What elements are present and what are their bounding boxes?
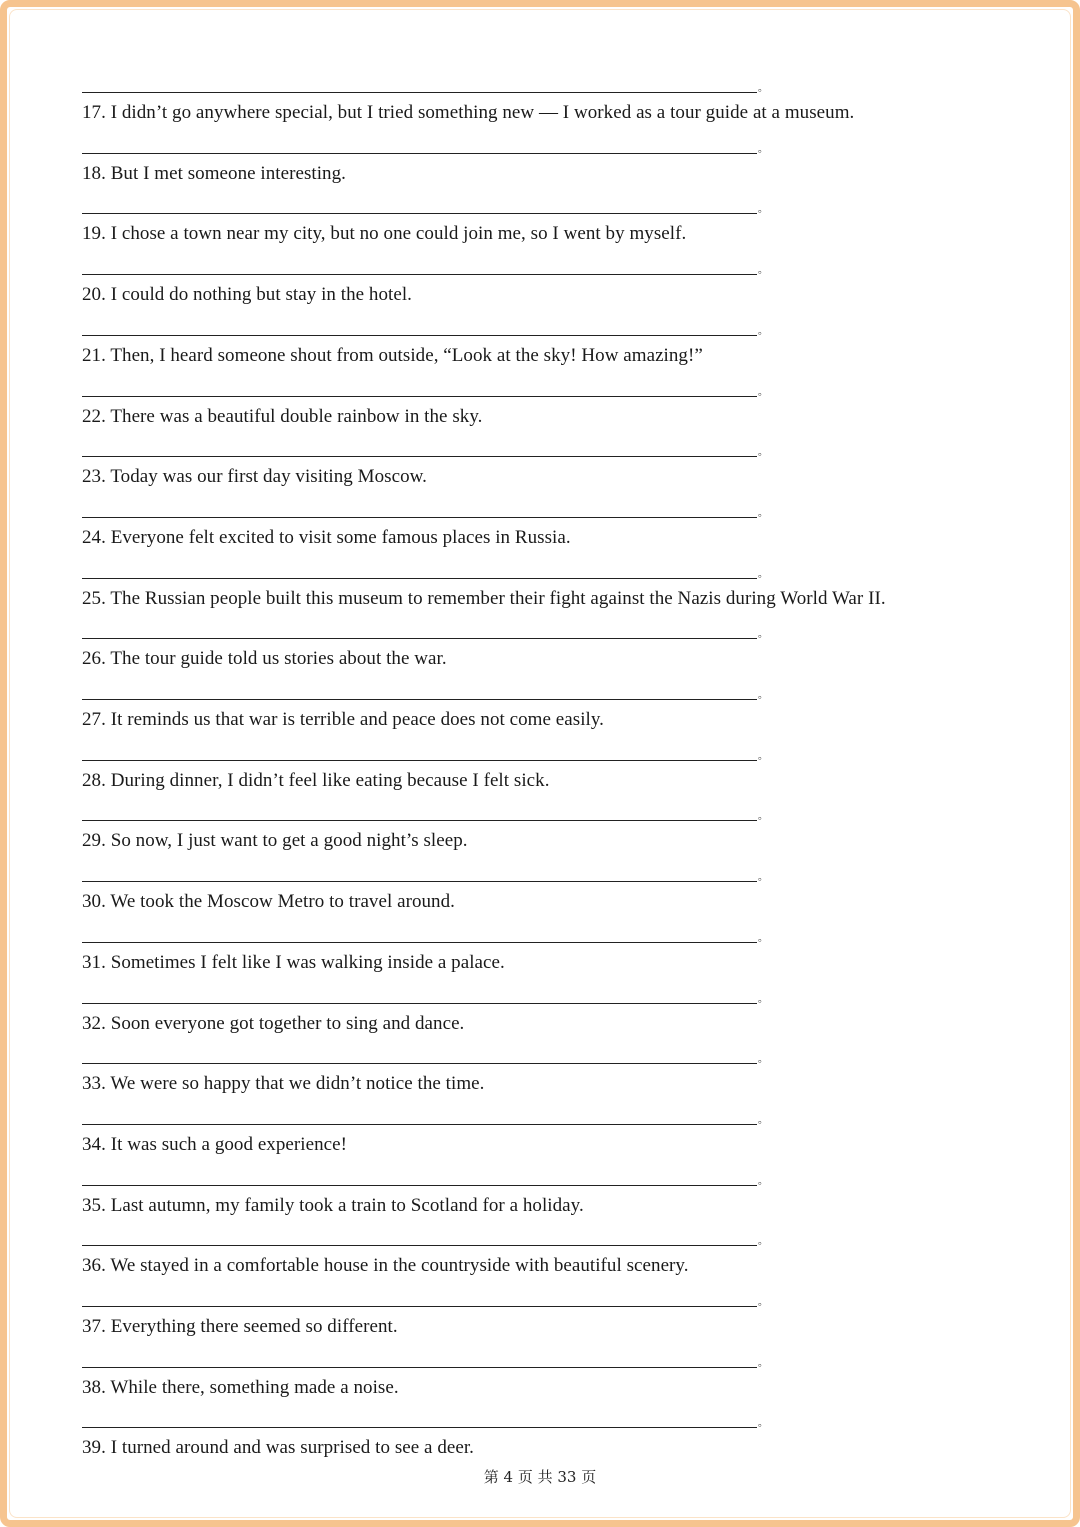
answer-end-mark: 。 — [758, 568, 768, 580]
sentence-item: 32. Soon everyone got together to sing and dance. — [82, 1012, 465, 1034]
answer-line[interactable] — [82, 1367, 757, 1368]
answer-line[interactable] — [82, 335, 757, 336]
sentence-item: 19. I chose a town near my city, but no one could join me, so I went by myself. — [82, 223, 687, 245]
sentence-item: 37. Everything there seemed so different. — [82, 1316, 398, 1337]
answer-end-mark: 。 — [758, 811, 768, 823]
answer-end-mark: 。 — [758, 1297, 768, 1308]
answer-end-mark: 。 — [758, 1175, 768, 1187]
answer-end-mark: 。 — [758, 386, 768, 398]
answer-line[interactable] — [82, 1124, 757, 1125]
answer-line[interactable] — [82, 153, 757, 154]
answer-end-mark: 。 — [758, 265, 768, 277]
sentence-item: 38. While there, something made a noise. — [82, 1376, 399, 1398]
answer-end-mark: 。 — [758, 629, 768, 641]
sentence-item: 24. Everyone felt excited to visit some famous places in Russia. — [82, 526, 571, 548]
sentence-item: 27. It reminds us that war is terrible and peace does not come easily. — [82, 709, 604, 730]
answer-line[interactable] — [82, 1245, 757, 1246]
sentence-item: 35. Last autumn, my family took a train to Scotland for a holiday. — [82, 1194, 584, 1216]
answer-line[interactable] — [82, 1063, 757, 1064]
answer-line[interactable] — [82, 274, 757, 275]
answer-end-mark: 。 — [758, 325, 768, 337]
sentence-item: 18. But I met someone interesting. — [82, 162, 346, 184]
answer-end-mark: 。 — [758, 690, 768, 701]
answer-end-mark: 。 — [758, 1114, 768, 1126]
answer-end-mark: 。 — [758, 1418, 768, 1430]
answer-line[interactable] — [82, 760, 757, 761]
answer-end-mark: 。 — [758, 872, 768, 884]
answer-line[interactable] — [82, 699, 757, 700]
answer-line[interactable] — [82, 1427, 757, 1428]
answer-end-mark: 。 — [758, 204, 768, 216]
answer-end-mark: 。 — [758, 1236, 768, 1248]
answer-line[interactable] — [82, 213, 757, 214]
answer-line[interactable] — [82, 92, 757, 93]
answer-end-mark: 。 — [758, 83, 768, 94]
sentence-item: 22. There was a beautiful double rainbow in the sky. — [82, 405, 483, 427]
answer-line[interactable] — [82, 456, 757, 457]
sentence-item: 29. So now, I just want to get a good night’s sleep. — [82, 830, 468, 852]
answer-line[interactable] — [82, 1306, 757, 1307]
sentence-item: 34. It was such a good experience! — [82, 1133, 347, 1155]
sentence-item: 28. During dinner, I didn’t feel like eating because I felt sick. — [82, 769, 550, 791]
sentence-item: 39. I turned around and was surprised to see a deer. — [82, 1437, 474, 1459]
sentence-item: 20. I could do nothing but stay in the hotel. — [82, 284, 412, 306]
answer-line[interactable] — [82, 881, 757, 882]
answer-end-mark: 。 — [758, 507, 768, 519]
sentence-item: 31. Sometimes I felt like I was walking inside a palace. — [82, 951, 505, 973]
answer-line[interactable] — [82, 638, 757, 639]
sentence-item: 26. The tour guide told us stories about the war. — [82, 648, 447, 670]
page-footer: 第 4 页 共 33 页 — [483, 1468, 597, 1486]
answer-line[interactable] — [82, 820, 757, 821]
sentence-item: 33. We were so happy that we didn’t notice the time. — [82, 1073, 485, 1095]
answer-line[interactable] — [82, 942, 757, 943]
answer-line[interactable] — [82, 578, 757, 579]
answer-end-mark: 。 — [758, 1357, 768, 1369]
sentence-item: 36. We stayed in a comfortable house in the countryside with beautiful scenery. — [82, 1255, 689, 1277]
sentence-item: 23. Today was our first day visiting Moscow. — [82, 466, 427, 488]
sentence-item: 21. Then, I heard someone shout from outside, “Look at the sky! How amazing!” — [82, 344, 703, 366]
answer-end-mark: 。 — [758, 993, 768, 1005]
answer-line[interactable] — [82, 1003, 757, 1004]
answer-line[interactable] — [82, 1185, 757, 1186]
answer-end-mark: 。 — [758, 750, 768, 762]
answer-line[interactable] — [82, 517, 757, 518]
sentence-item: 17. I didn’t go anywhere special, but I tried something new — I worked as a tour guide at a museum. — [82, 102, 855, 123]
sentence-item: 30. We took the Moscow Metro to travel around. — [82, 891, 455, 913]
answer-end-mark: 。 — [758, 143, 768, 155]
sentence-item: 25. The Russian people built this museum to remember their fight against the Nazis during World War II. — [82, 587, 886, 609]
answer-line[interactable] — [82, 396, 757, 397]
answer-end-mark: 。 — [758, 932, 768, 944]
answer-end-mark: 。 — [758, 447, 768, 459]
answer-end-mark: 。 — [758, 1054, 768, 1066]
